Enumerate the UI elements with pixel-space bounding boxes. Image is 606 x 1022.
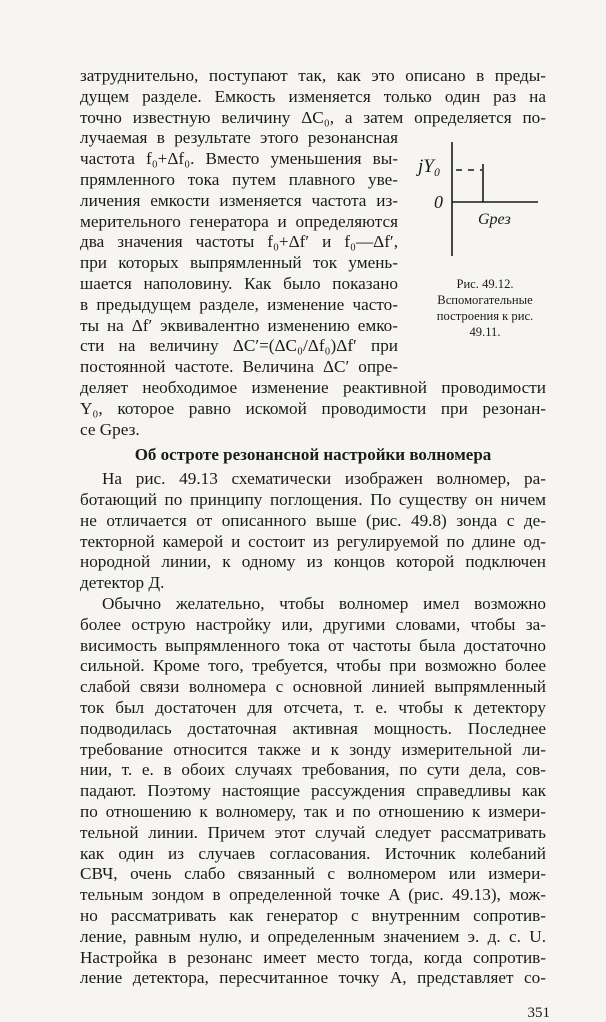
text-line: при которых выпрямленный ток умень- [80, 253, 398, 273]
text-line: лучаемая в результате этого резонансная [80, 128, 398, 148]
text-line: шается наполовину. Как было показано [80, 274, 398, 293]
text-line: Обычно желательно, чтобы волномер имел возможно [102, 594, 546, 613]
origin-label: 0 [434, 192, 443, 212]
text-line: висимость выпрямленного тока от частоты была достаточно [80, 635, 546, 655]
text-line: как один из случаев согласования. Источник колебаний [80, 843, 546, 863]
section-heading: Об остроте резонансной настройки волномера [134, 445, 492, 465]
text-line: не отличается от описанного выше (рис. 49.8) зонда с де- [80, 510, 546, 530]
auxiliary-construction-diagram [414, 138, 554, 268]
text-line: требование относится также и к зонду измерительной ли- [80, 739, 546, 759]
y-axis-label: jY₀ [418, 156, 441, 177]
text-line: постоянной частоте. Величина ΔC′ опре- [80, 357, 398, 377]
text-line: Настройка в резонанс имеет место тогда, когда сопротив- [80, 947, 546, 967]
text-line: затруднительно, поступают так, как это описано в преды- [80, 66, 546, 85]
text-line: се Gрез. [80, 419, 140, 439]
text-line: частота f₀+Δf₀. Вместо уменьшения вы- [80, 149, 398, 169]
text-line: тельным зондом в определенной точке A (рис. 49.13), мож- [80, 885, 546, 905]
text-line: деляет необходимое изменение реактивной проводимости [80, 378, 546, 397]
text-line: тельной линии. Причем этот случай следует рассматривать [80, 822, 546, 842]
text-line: два значения частоты f₀+Δf′ и f₀—Δf′, [80, 232, 398, 252]
text-line: детектор Д. [80, 573, 165, 593]
text-line: но рассматривать как генератор с внутренним сопротив- [80, 906, 546, 925]
text-line: ботающий по принципу поглощения. По существу он ничем [80, 490, 546, 509]
text-line: более острую настройку или, другими словами, чтобы за- [80, 614, 546, 634]
text-line: ление, равным нулю, и определенным значением э. д. с. U. [80, 926, 546, 946]
figure-49-12 [414, 138, 554, 268]
text-line: мерительного генератора и определяются [80, 211, 398, 231]
text-line: слабой связи волномера с основной линией выпрямленный [80, 677, 546, 697]
text-line: текторной камерой и состоит из регулируемой по длине од- [80, 531, 546, 551]
text-line: в предыдущем разделе, изменение часто- [80, 294, 398, 314]
page-number: 351 [527, 1005, 550, 1022]
text-line: дущем разделе. Емкость изменяется только один раз на [80, 86, 546, 106]
conductance-label: Gрез [478, 211, 511, 228]
text-line: падают. Поэтому настоящие рассуждения справедливы как [80, 781, 546, 801]
text-line: нородной линии, к одному из концов которой подключен [80, 552, 546, 572]
text-line: по отношению к волномеру, так и по отношению к измери- [80, 802, 546, 821]
text-line: ток был достаточен для отсчета, т. е. чтобы к детектору [80, 698, 546, 717]
text-line: нии, т. е. в обоих случаях требования, по сути дела, сов- [80, 760, 546, 780]
text-line: На рис. 49.13 схематически изображен волномер, ра- [102, 469, 546, 489]
text-line: сти на величину ΔC′=(ΔC₀/Δf₀)Δf′ при [80, 336, 398, 356]
text-line: точно известную величину ΔC₀, а затем определяется по- [80, 107, 546, 127]
text-line: сильной. Кроме того, требуется, чтобы при возможно более [80, 656, 546, 676]
text-line: прямленного тока путем плавного уве- [80, 170, 398, 189]
text-line: Y₀, которое равно искомой проводимости при резонан- [80, 398, 546, 418]
text-line: ление детектора, пересчитанное точку A, представляет со- [80, 968, 546, 988]
text-line: ты на Δf′ эквивалентно изменению емко- [80, 315, 398, 335]
figure-caption: Рис. 49.12. Вспомогательные построения к рис. 49.11. [436, 277, 534, 339]
text-line: подводилась достаточная активная мощность. Последнее [80, 718, 546, 738]
text-line: личения емкости изменяется частота из- [80, 190, 398, 210]
text-line: СВЧ, очень слабо связанный с волномером или измери- [80, 864, 546, 884]
